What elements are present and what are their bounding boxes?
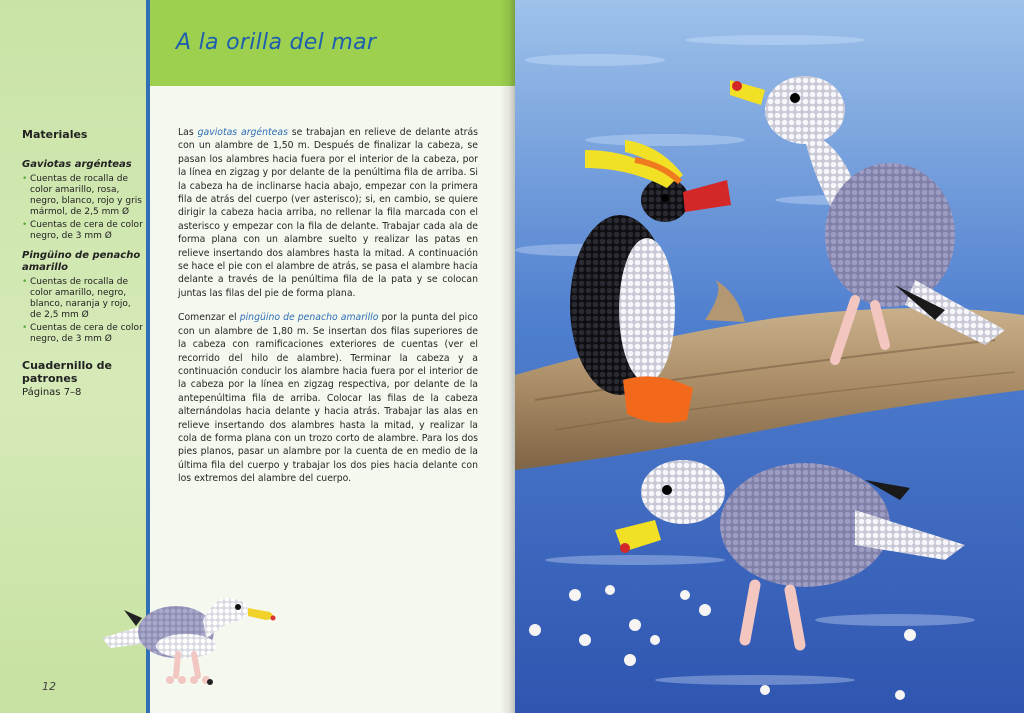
penguin-materials [22, 277, 144, 345]
penguin-heading: Pingüino de penacho amarillo [22, 250, 141, 273]
materials-list [22, 128, 144, 398]
bullet-icon: • [22, 220, 28, 230]
booklet-pages: Páginas 7–8 [22, 387, 82, 398]
booklet-title: Cuadernillo de patrones [22, 359, 112, 385]
materials-heading: Materiales [22, 128, 88, 141]
bullet-icon: • [22, 323, 28, 333]
penguin-highlight: pingüino de penacho amarillo [239, 312, 379, 324]
gulls-heading: Gaviotas argénteas [22, 159, 132, 170]
bullet-icon: • [22, 277, 28, 287]
page-title: A la orilla del mar [176, 30, 377, 55]
list-item: • Cuentas de cera de color negro, de 3 mm Ø [22, 220, 143, 241]
gull-instructions: Las gaviotas argénteas se trabajan en relieve de delante atrás con un alambre de 1,50 m. Después de finalizar la cabeza, se pasan los alambres hacia fuera por el interior de la cabeza, por la línea en zigzag y por delante de la penúltima fila de arriba. Si la cabeza ha de inclinarse hacia abajo, empezar con la primera fila de atrás del cuerpo (ver asterisco); si, en cambio, se quiere dirigir la cabeza hacia arriba, no rellenar la fila marcada con el asterisco y empezar con la fila de delante. Trabajar cada ala de forma plana con un alambre suelto y realizar las patas en relieve insertando dos alambres hasta la mitad. A continuación se hace el pie con el alambre de atrás, se pasa el alambre hacia delante a través de la penúltima fila de la pata y se colocan juntas las filas del pie de forma plana. [178, 127, 478, 299]
pattern-booklet [22, 359, 144, 398]
list-item: • Cuentas de cera de color negro, de 3 mm Ø [22, 323, 143, 344]
instructions-text [178, 126, 478, 497]
beaded-birds-photo [515, 0, 1024, 713]
page-gutter [500, 0, 515, 713]
gull-highlight: gaviotas argénteas [197, 127, 288, 138]
page-number: 12 [42, 680, 56, 693]
right-page [515, 0, 1024, 713]
penguin-instructions: Comenzar el pingüino de penacho amarillo por la punta del pico con un alambre de 1,80 m. Se insertan dos filas superiores de la cabeza con ramificaciones exteriores de cuentas (ver el recorrido del hilo de alambre). Terminar la cabeza y a continuación conducir los alambre hacia fuera por el interior de la cabeza por la línea en zigzag respectiva, por delante de la antepenúltima fila de arriba. Colocar las filas de la cabeza alternándolas hacia delante y hacia atrás. Trabajar las alas en relieve insertando dos alambres hasta la mitad, y realizar la cola de forma plana con un trozo corto de alambre. Para los dos pies planos, pasar un alambre por la cuenta de en medio de la última fila del cuerpo y trabajar los dos pies hacia delante con los extremos del alambre del cuerpo. [178, 312, 478, 485]
list-item: • Cuentas de rocalla de color amarillo, negro, blanco, naranja y rojo, de 2,5 mm Ø [22, 277, 131, 320]
small-gull-illustration [98, 572, 283, 692]
gulls-materials [22, 174, 144, 242]
list-item: • Cuentas de rocalla de color amarillo, rosa, negro, blanco, rojo y gris mármol, de 2,5 mm Ø [22, 174, 142, 217]
bullet-icon: • [22, 174, 28, 184]
